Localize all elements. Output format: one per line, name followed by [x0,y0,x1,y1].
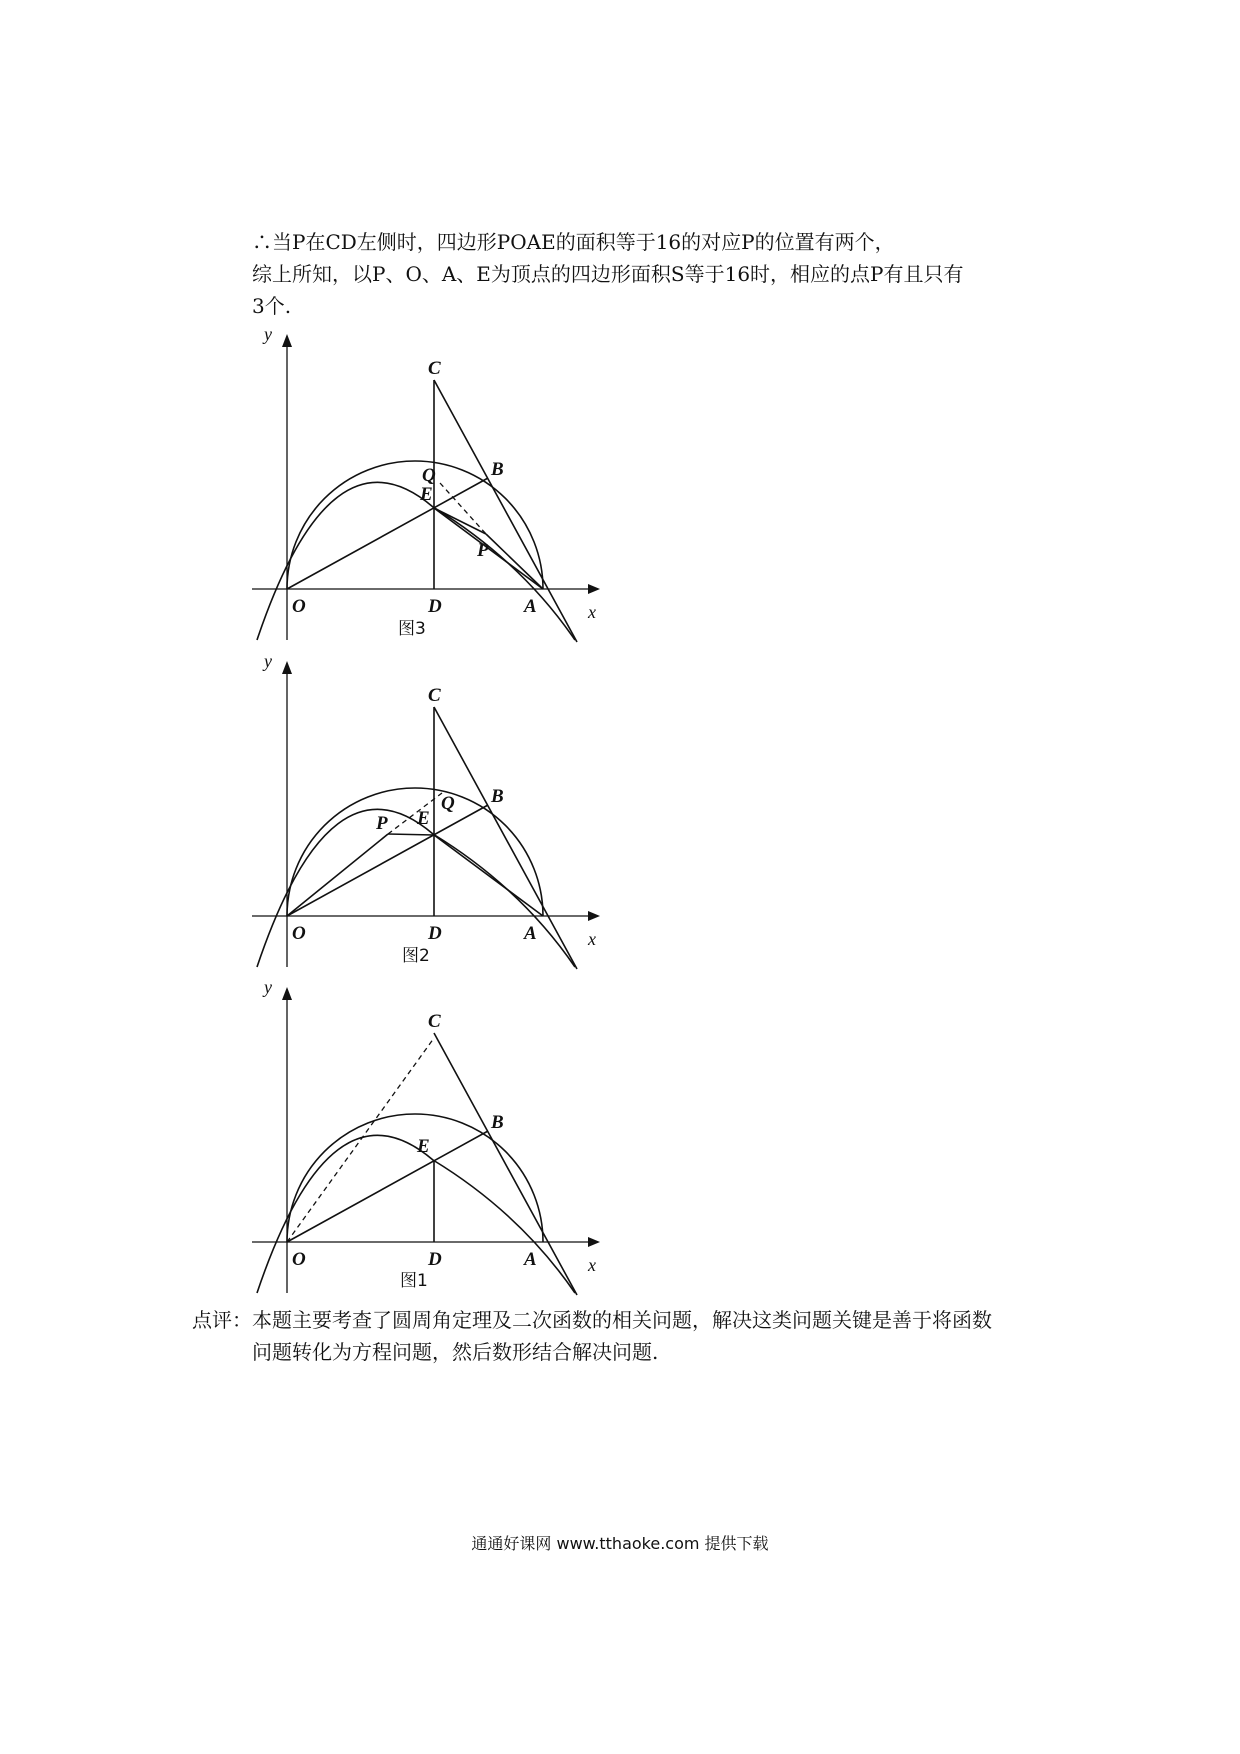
label-q: Q [422,465,436,486]
y-axis-arrow [282,661,292,674]
label-y: y [264,977,272,997]
segment-ob [287,805,488,916]
figure-caption: 图2 [402,946,430,966]
x-axis-arrow [588,1237,600,1247]
dashed-pq [388,793,442,834]
label-x: x [588,1255,596,1275]
y-axis-arrow [282,987,292,1000]
segment-pe [388,834,434,835]
label-c: C [428,685,441,706]
parabola [257,482,575,640]
label-d: D [428,596,442,617]
label-b: B [491,459,504,480]
label-c: C [428,358,441,379]
line-ca [434,707,577,969]
label-o: O [292,1249,306,1270]
label-y: y [264,651,272,671]
label-d: D [428,923,442,944]
y-axis-arrow [282,334,292,347]
label-b: B [491,1112,504,1133]
comment-line-2: 问题转化为方程问题，然后数形结合解决问题. [252,1340,659,1364]
text-line-1: ∴当P在CD左侧时，四边形POAE的面积等于16的对应P的位置有两个， [252,230,895,254]
label-q: Q [441,793,455,814]
label-o: O [292,596,306,617]
label-b: B [491,786,504,807]
segment-ea [434,835,543,916]
label-p: P [376,813,388,834]
text-line-3: 3个. [252,294,292,318]
label-c: C [428,1011,441,1032]
label-x: x [588,602,596,622]
label-y: y [264,324,272,344]
figure-caption: 图1 [400,1271,428,1291]
figure-caption: 图3 [398,619,426,639]
segment-ob [287,1131,488,1242]
text-line-2: 综上所知，以P、O、A、E为顶点的四边形面积S等于16时，相应的点P有且只有 [252,262,964,286]
segment-ea [434,508,543,589]
dashed-qp [440,483,486,534]
comment-line-1: 点评：本题主要考查了圆周角定理及二次函数的相关问题，解决这类问题关键是善于将函数 [192,1308,992,1332]
parabola [257,809,575,967]
label-a: A [524,1249,537,1270]
dashed-oc [287,1038,434,1242]
segment-ob [287,478,488,589]
footer: 通通好课网 www.tthaoke.com 提供下载 [471,1534,769,1553]
label-p: P [477,540,489,561]
parabola [257,1135,575,1293]
label-o: O [292,923,306,944]
label-e: E [417,1136,430,1157]
label-a: A [524,596,537,617]
x-axis-arrow [588,911,600,921]
segment-pa [486,534,543,589]
label-x: x [588,929,596,949]
label-d: D [428,1249,442,1270]
segment-ep [434,508,486,534]
x-axis-arrow [588,584,600,594]
semicircle [287,788,543,916]
line-ca [434,1033,577,1295]
label-e: E [417,808,430,829]
label-e: E [420,484,433,505]
segment-op [287,834,388,916]
semicircle [287,1114,543,1242]
line-ca [434,380,577,642]
semicircle [287,461,543,589]
label-a: A [524,923,537,944]
